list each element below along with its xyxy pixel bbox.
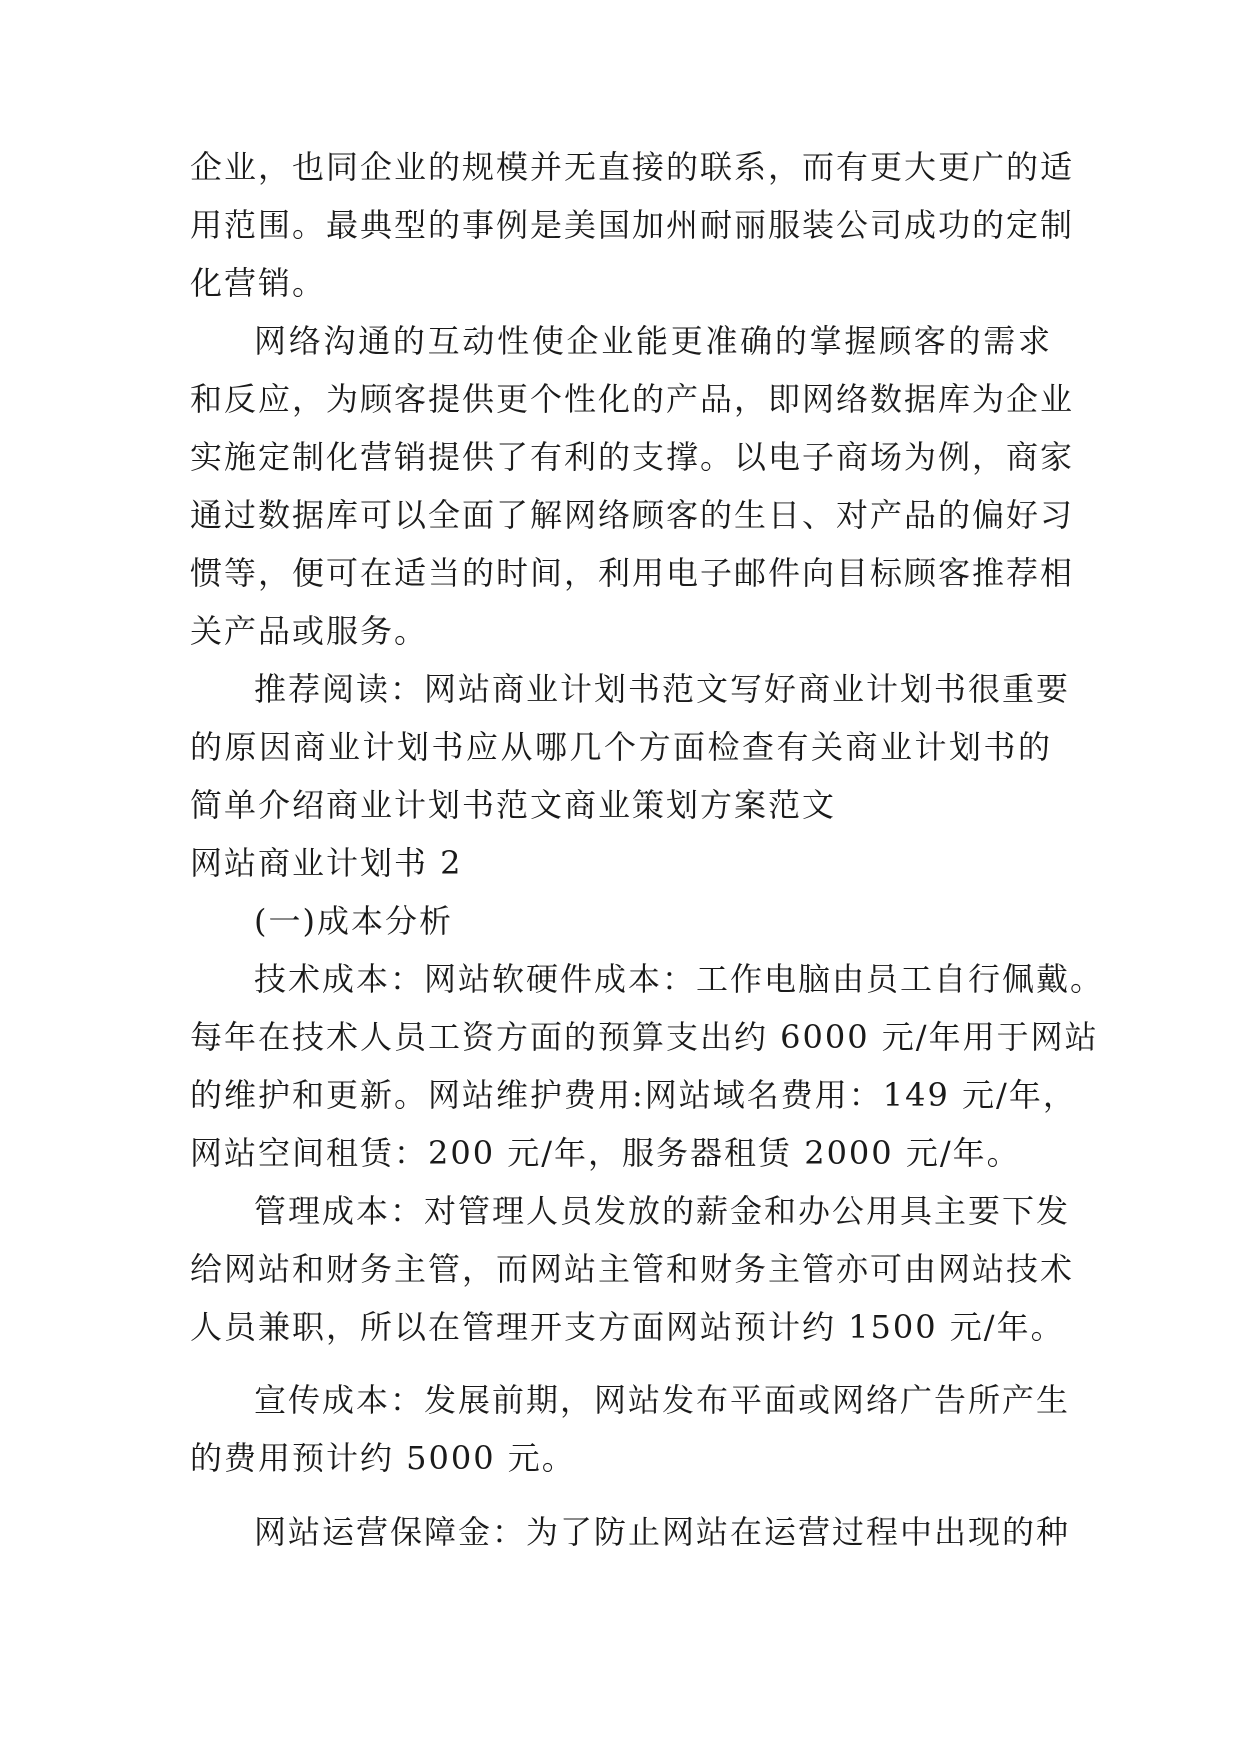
paragraph-4-line-2: 每年在技术人员工资方面的预算支出约 6000 元/年用于网站 — [190, 1018, 1099, 1056]
paragraph-1-line-1: 企业，也同企业的规模并无直接的联系，而有更大更广的适 — [190, 148, 1075, 186]
paragraph-5-line-1: 管理成本：对管理人员发放的薪金和办公用具主要下发 — [254, 1192, 1071, 1230]
paragraph-3-line-1: 推荐阅读：网站商业计划书范文写好商业计划书很重要 — [254, 670, 1071, 708]
paragraph-3-line-2: 的原因商业计划书应从哪几个方面检查有关商业计划书的 — [190, 728, 1052, 766]
paragraph-5-line-3: 人员兼职，所以在管理开支方面网站预计约 1500 元/年。 — [190, 1308, 1065, 1346]
paragraph-6-line-1: 宣传成本：发展前期，网站发布平面或网络广告所产生 — [254, 1381, 1071, 1419]
paragraph-5-line-2: 给网站和财务主管，而网站主管和财务主管亦可由网站技术 — [190, 1250, 1075, 1288]
paragraph-4-line-1: 技术成本：网站软硬件成本：工作电脑由员工自行佩戴。 — [254, 960, 1105, 998]
paragraph-4-line-4: 网站空间租赁：200 元/年，服务器租赁 2000 元/年。 — [190, 1134, 1021, 1172]
paragraph-6-line-2: 的费用预计约 5000 元。 — [190, 1439, 576, 1477]
paragraph-1-line-3: 化营销。 — [190, 264, 327, 302]
paragraph-2-line-6: 关产品或服务。 — [190, 612, 429, 650]
section-heading: 网站商业计划书 2 — [190, 844, 463, 882]
paragraph-2-line-4: 通过数据库可以全面了解网络顾客的生日、对产品的偏好习 — [190, 496, 1075, 534]
paragraph-2-line-1: 网络沟通的互动性使企业能更准确的掌握顾客的需求 — [254, 322, 1052, 360]
paragraph-7-line-1: 网站运营保障金：为了防止网站在运营过程中出现的种 — [254, 1513, 1071, 1551]
paragraph-2-line-3: 实施定制化营销提供了有利的支撑。以电子商场为例，商家 — [190, 438, 1075, 476]
section-subheading: (一)成本分析 — [254, 902, 453, 940]
paragraph-3-line-3: 简单介绍商业计划书范文商业策划方案范文 — [190, 786, 837, 824]
paragraph-2-line-2: 和反应，为顾客提供更个性化的产品，即网络数据库为企业 — [190, 380, 1075, 418]
paragraph-4-line-3: 的维护和更新。网站维护费用:网站域名费用：149 元/年， — [190, 1076, 1077, 1114]
paragraph-1-line-2: 用范围。最典型的事例是美国加州耐丽服装公司成功的定制 — [190, 206, 1075, 244]
paragraph-2-line-5: 惯等，便可在适当的时间，利用电子邮件向目标顾客推荐相 — [190, 554, 1075, 592]
